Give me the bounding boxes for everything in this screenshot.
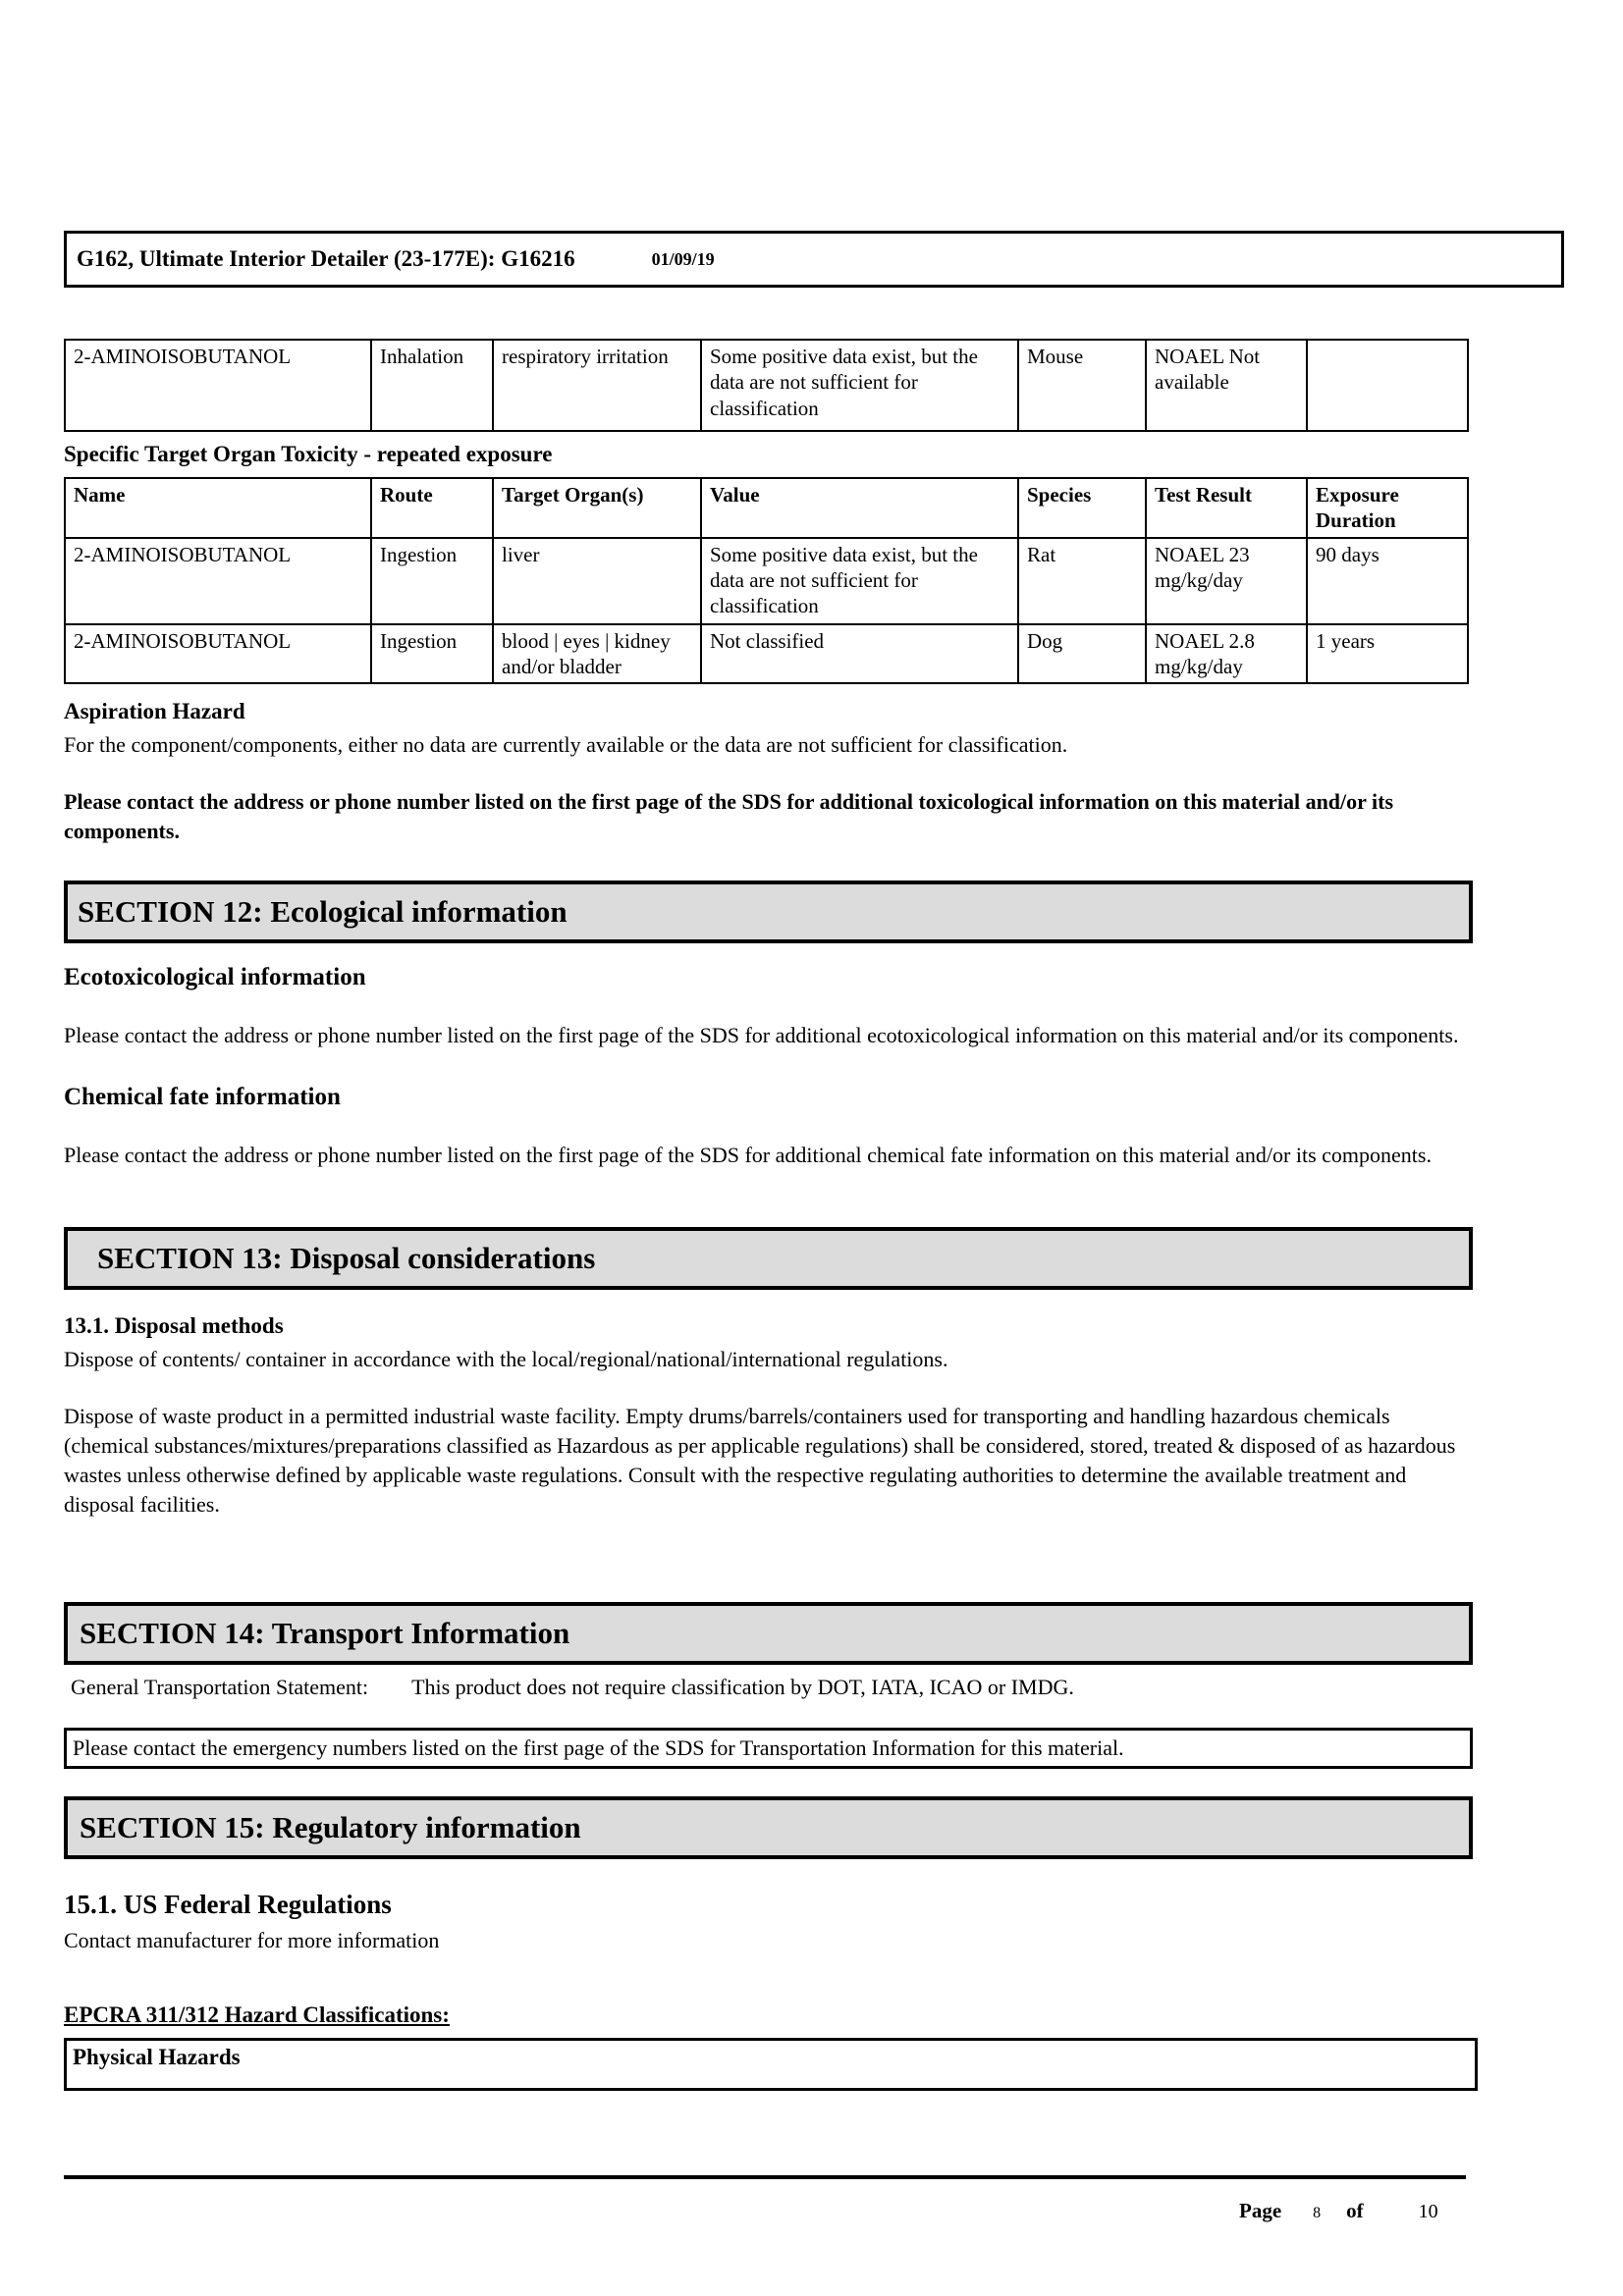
transport-statement: [71, 1673, 1494, 1702]
cell-species: Rat: [1018, 538, 1146, 624]
document-title: G162, Ultimate Interior Detailer (23-177E): G16216: [77, 246, 575, 271]
epcra-heading: EPCRA 311/312 Hazard Classifications:: [64, 2002, 450, 2027]
transport-emergency-note-box: [64, 1728, 1473, 1769]
cell-name: 2-AMINOISOBUTANOL: [65, 624, 371, 684]
stot-repeated-table: [64, 477, 1469, 684]
transport-statement-value: This product does not require classification by DOT, IATA, ICAO or IMDG.: [411, 1675, 1074, 1699]
section-14-title: SECTION 14: Transport Information: [80, 1616, 570, 1650]
physical-hazards-label: Physical Hazards: [73, 2045, 241, 2069]
section-12-header: [64, 881, 1473, 943]
document-date: 01/09/19: [651, 248, 715, 269]
cell-route: Ingestion: [371, 624, 493, 684]
ecotoxicological-text: Please contact the address or phone number listed on the first page of the SDS for additional ecotoxicological information on this material and/or its components.: [64, 1023, 1459, 1047]
cell-name: 2-AMINOISOBUTANOL: [65, 340, 371, 431]
section-15-header: [64, 1796, 1473, 1859]
col-header-test-result: Test Result: [1146, 478, 1307, 538]
page-number: 8: [1313, 2205, 1322, 2221]
cell-route: Inhalation: [371, 340, 493, 431]
disposal-text-2: Dispose of waste product in a permitted industrial waste facility. Empty drums/barrels/containers used for transporting and handling hazardous chemicals (chemical substances/mixtures/preparations classified as Hazardous as per applicable regulations) shall be considered, stored, treated & disposed of as hazardous wastes unless otherwise defined by applicable waste regulations. Consult with the respective regulating authorities to determine the available treatment and disposal facilities.: [64, 1404, 1456, 1517]
cell-exposure-duration: 90 days: [1307, 538, 1468, 624]
cell-exposure-duration: 1 years: [1307, 624, 1468, 684]
col-header-route: Route: [371, 478, 493, 538]
stot-repeated-table-wrap: [64, 477, 1469, 684]
section-13-header: [64, 1227, 1473, 1290]
cell-test-result: NOAEL Not available: [1146, 340, 1307, 431]
toxicological-contact-note: Please contact the address or phone number listed on the first page of the SDS for additional toxicological information on this material and/or its components.: [64, 789, 1394, 843]
cell-value: Not classified: [701, 624, 1018, 684]
table-row: [65, 340, 1468, 431]
us-federal-regulations-heading: 15.1. US Federal Regulations: [64, 1890, 392, 1919]
table-row: [65, 624, 1468, 684]
total-pages: 10: [1418, 2201, 1438, 2222]
of-label: of: [1346, 2199, 1364, 2222]
physical-hazards-box: [64, 2038, 1478, 2091]
chemical-fate-heading: Chemical fate information: [64, 1084, 341, 1110]
col-header-species: Species: [1018, 478, 1146, 538]
aspiration-hazard-text: For the component/components, either no data are currently available or the data are not sufficient for classification.: [64, 732, 1068, 757]
cell-target-organ: respiratory irritation: [493, 340, 701, 431]
transport-statement-label: General Transportation Statement:: [71, 1675, 369, 1699]
single-exposure-table-wrap: [64, 339, 1469, 432]
section-12-title: SECTION 12: Ecological information: [78, 894, 568, 929]
table-row: [65, 538, 1468, 624]
cell-test-result: NOAEL 23 mg/kg/day: [1146, 538, 1307, 624]
cell-target-organ: liver: [493, 538, 701, 624]
col-header-value: Value: [701, 478, 1018, 538]
cell-exposure-duration: [1307, 340, 1468, 431]
section-14-header: [64, 1602, 1473, 1665]
col-header-name: Name: [65, 478, 371, 538]
cell-name: 2-AMINOISOBUTANOL: [65, 538, 371, 624]
single-exposure-table: [64, 339, 1469, 432]
aspiration-hazard-heading: Aspiration Hazard: [64, 699, 245, 723]
cell-species: Dog: [1018, 624, 1146, 684]
cell-test-result: NOAEL 2.8 mg/kg/day: [1146, 624, 1307, 684]
col-header-exposure-duration: Exposure Duration: [1307, 478, 1468, 538]
footer-divider: [64, 2175, 1466, 2179]
table-header-row: [65, 478, 1468, 538]
stot-repeated-heading: Specific Target Organ Toxicity - repeated exposure: [64, 442, 553, 466]
cell-species: Mouse: [1018, 340, 1146, 431]
disposal-text-1: Dispose of contents/ container in accordance with the local/regional/national/international regulations.: [64, 1347, 948, 1371]
cell-route: Ingestion: [371, 538, 493, 624]
col-header-target-organ: Target Organ(s): [493, 478, 701, 538]
page-label: Page: [1239, 2199, 1282, 2222]
ecotoxicological-heading: Ecotoxicological information: [64, 964, 366, 990]
us-federal-regulations-text: Contact manufacturer for more information: [64, 1928, 440, 1952]
document-header: [64, 231, 1564, 288]
cell-target-organ: blood | eyes | kidney and/or bladder: [493, 624, 701, 684]
chemical-fate-text: Please contact the address or phone number listed on the first page of the SDS for additional chemical fate information on this material and/or its components.: [64, 1143, 1432, 1167]
disposal-methods-heading: 13.1. Disposal methods: [64, 1313, 284, 1338]
cell-value: Some positive data exist, but the data are not sufficient for classification: [701, 538, 1018, 624]
section-15-title: SECTION 15: Regulatory information: [80, 1810, 581, 1844]
page-footer: [1239, 2199, 1438, 2223]
transport-emergency-note: Please contact the emergency numbers listed on the first page of the SDS for Transportation Information for this material.: [73, 1735, 1124, 1760]
section-13-title: SECTION 13: Disposal considerations: [97, 1241, 596, 1275]
cell-value: Some positive data exist, but the data are not sufficient for classification: [701, 340, 1018, 431]
